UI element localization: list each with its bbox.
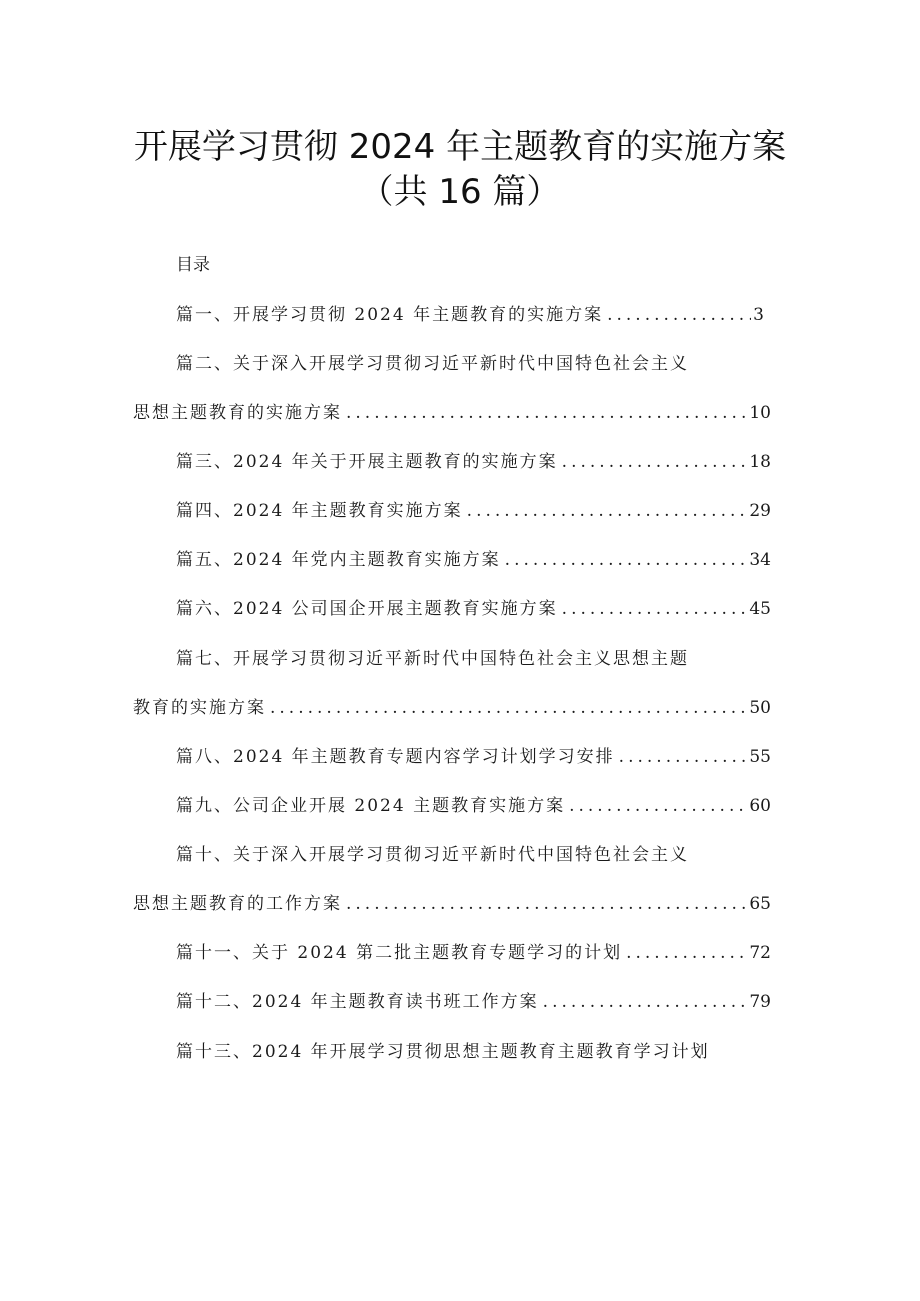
toc-page-number: 3: [753, 305, 764, 325]
toc-leader-dots: [562, 597, 748, 621]
toc-heading: 目录: [176, 255, 210, 275]
toc-entry-12[interactable]: [176, 990, 771, 1014]
toc-entry-1[interactable]: [176, 303, 764, 327]
toc-leader-dots: [467, 499, 748, 523]
toc-entry-2-line1[interactable]: 篇二、关于深入开展学习贯彻习近平新时代中国特色社会主义: [176, 354, 689, 374]
toc-entry-title: 教育的实施方案: [133, 698, 266, 718]
toc-entry-7[interactable]: [133, 696, 771, 720]
toc-entry-title: 篇十二、2024 年主题教育读书班工作方案: [176, 992, 539, 1012]
toc-entry-9[interactable]: [176, 794, 771, 818]
toc-entry-title: 篇九、公司企业开展 2024 主题教育实施方案: [176, 796, 566, 816]
document-title: 开展学习贯彻 2024 年主题教育的实施方案: [133, 127, 787, 167]
toc-entry-title: 篇一、开展学习贯彻 2024 年主题教育的实施方案: [176, 305, 604, 325]
toc-entry-11[interactable]: [176, 941, 771, 965]
toc-entry-title: 篇十一、关于 2024 第二批主题教育专题学习的计划: [176, 943, 623, 963]
toc-entry-title: 篇五、2024 年党内主题教育实施方案: [176, 550, 501, 570]
toc-page-number: 79: [749, 992, 771, 1012]
toc-page-number: 55: [749, 747, 771, 767]
toc-entry-title: 篇四、2024 年主题教育实施方案: [176, 501, 463, 521]
toc-entry-10-line1[interactable]: 篇十、关于深入开展学习贯彻习近平新时代中国特色社会主义: [176, 845, 689, 865]
toc-entry-title: 思想主题教育的实施方案: [133, 403, 342, 423]
toc-leader-dots: [607, 303, 751, 327]
toc-leader-dots: [346, 892, 747, 916]
toc-entry-6[interactable]: [176, 597, 771, 621]
toc-entry-8[interactable]: [176, 745, 771, 769]
toc-page-number: 45: [749, 599, 771, 619]
toc-entry-4[interactable]: [176, 499, 771, 523]
toc-entry-5[interactable]: [176, 548, 771, 572]
toc-page-number: 10: [749, 403, 771, 423]
toc-leader-dots: [543, 990, 748, 1014]
toc-entry-10[interactable]: [133, 892, 771, 916]
toc-entry-title: 篇六、2024 公司国企开展主题教育实施方案: [176, 599, 558, 619]
toc-entry-13-line1[interactable]: 篇十三、2024 年开展学习贯彻思想主题教育主题教育学习计划: [176, 1042, 710, 1062]
toc-entry-3[interactable]: [176, 450, 771, 474]
toc-page-number: 72: [749, 943, 771, 963]
toc-leader-dots: [346, 401, 747, 425]
toc-leader-dots: [505, 548, 748, 572]
toc-page-number: 29: [749, 501, 771, 521]
toc-leader-dots: [569, 794, 747, 818]
toc-page-number: 34: [749, 550, 771, 570]
toc-page-number: 50: [749, 698, 771, 718]
toc-entry-title: 篇三、2024 年关于开展主题教育的实施方案: [176, 452, 558, 472]
toc-entry-title: 思想主题教育的工作方案: [133, 894, 342, 914]
toc-leader-dots: [270, 696, 747, 720]
toc-leader-dots: [619, 745, 748, 769]
toc-entry-title: 篇八、2024 年主题教育专题内容学习计划学习安排: [176, 747, 615, 767]
toc-leader-dots: [562, 450, 748, 474]
toc-entry-7-line1[interactable]: 篇七、开展学习贯彻习近平新时代中国特色社会主义思想主题: [176, 649, 689, 669]
toc-leader-dots: [626, 941, 747, 965]
toc-entry-2[interactable]: [133, 401, 771, 425]
toc-page-number: 18: [749, 452, 771, 472]
toc-page-number: 65: [749, 894, 771, 914]
toc-page-number: 60: [749, 796, 771, 816]
document-subtitle: （共 16 篇）: [359, 172, 561, 212]
